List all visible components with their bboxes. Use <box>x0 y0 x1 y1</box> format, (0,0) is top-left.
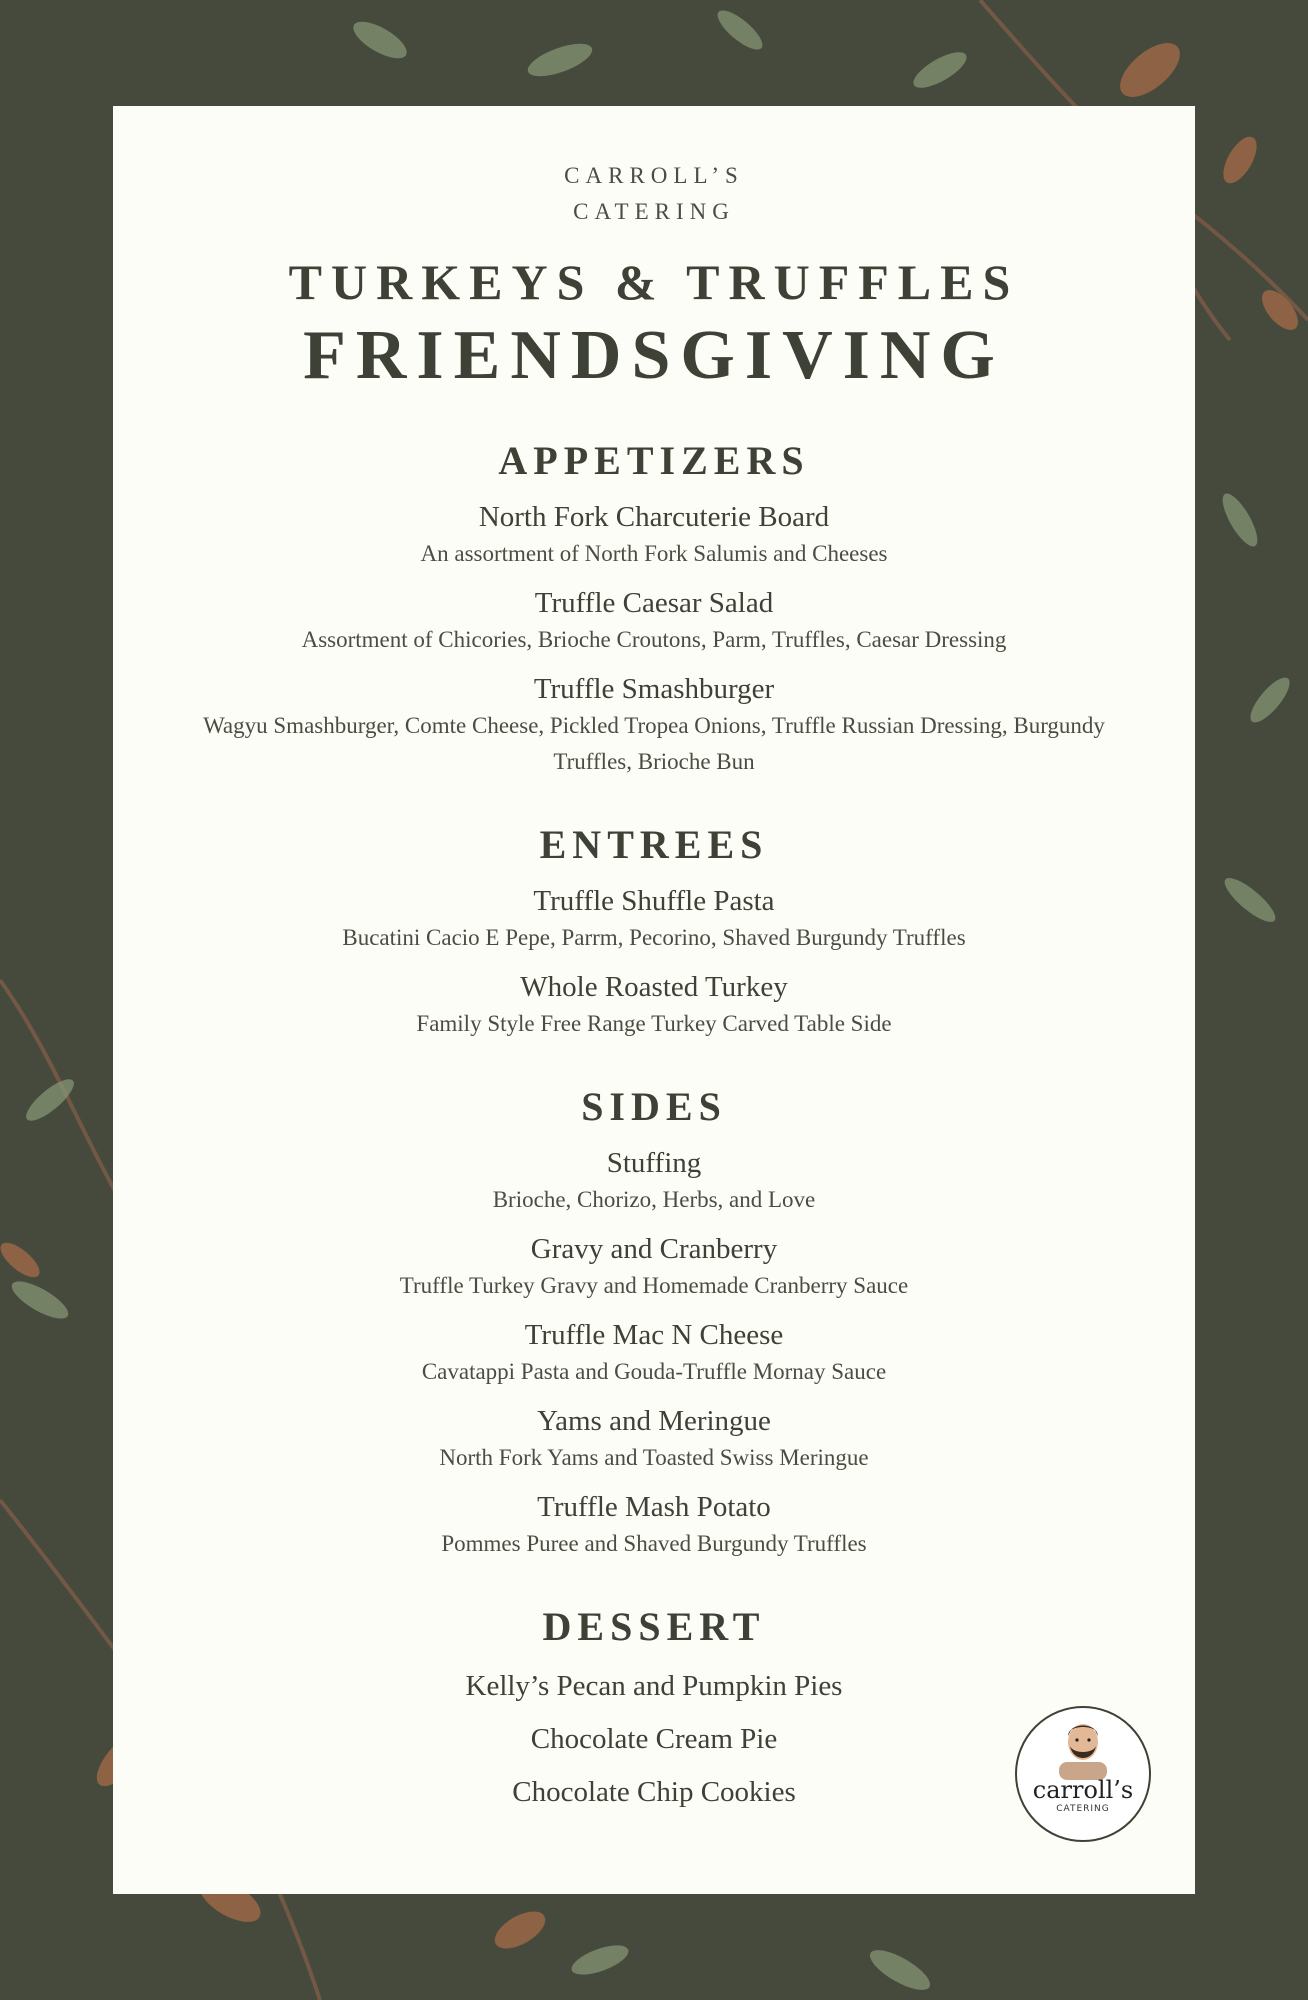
section-title: SIDES <box>581 1084 727 1129</box>
item-description: Cavatappi Pasta and Gouda-Truffle Mornay Sauce <box>421 1359 887 1384</box>
item-name: Gravy and Cranberry <box>530 1233 778 1265</box>
menu-card <box>113 106 1195 1894</box>
item-description: North Fork Yams and Toasted Swiss Meringue <box>439 1445 869 1470</box>
menu-item <box>113 882 1195 956</box>
item-name: Whole Roasted Turkey <box>520 971 788 1003</box>
brand-name: CARROLL’S CATERING <box>564 163 744 224</box>
item-name: Yams and Meringue <box>537 1405 771 1437</box>
item-name: North Fork Charcuterie Board <box>478 501 830 533</box>
section-title: DESSERT <box>542 1604 766 1649</box>
item-description: Assortment of Chicories, Brioche Croutons, Parm, Truffles, Caesar Dressing <box>301 627 1007 652</box>
item-description: Brioche, Chorizo, Herbs, and Love <box>492 1187 816 1212</box>
menu-title: TURKEYS & TRUFFLES <box>288 254 1020 310</box>
item-description: Bucatini Cacio E Pepe, Parrm, Pecorino, Shaved Burgundy Truffles <box>342 925 966 950</box>
item-name: Truffle Mash Potato <box>537 1491 771 1523</box>
menu-subtitle: FRIENDSGIVING <box>303 317 1005 394</box>
dessert-item: Kelly’s Pecan and Pumpkin Pies <box>465 1670 843 1702</box>
section-appetizers <box>113 436 1195 780</box>
item-description: Family Style Free Range Turkey Carved Table Side <box>416 1011 892 1036</box>
section-sides <box>113 1082 1195 1562</box>
item-description: Wagyu Smashburger, Comte Cheese, Pickled Tropea Onions, Truffle Russian Dressing, Burgundy Truffles, Brioche Bun <box>203 713 1105 774</box>
item-description: Truffle Turkey Gravy and Homemade Cranberry Sauce <box>399 1273 909 1298</box>
section-title: APPETIZERS <box>498 438 810 483</box>
item-name: Truffle Caesar Salad <box>534 587 774 619</box>
item-name: Truffle Mac N Cheese <box>524 1319 784 1351</box>
dessert-item: Chocolate Chip Cookies <box>512 1776 796 1808</box>
logo-text: carroll’s <box>1032 1776 1134 1804</box>
item-name: Truffle Shuffle Pasta <box>533 885 775 917</box>
menu-item <box>113 1230 1195 1304</box>
menu-item <box>113 1488 1195 1562</box>
menu-item <box>113 498 1195 572</box>
catering-logo <box>1015 1706 1151 1842</box>
section-entrees <box>113 820 1195 1042</box>
item-description: Pommes Puree and Shaved Burgundy Truffles <box>441 1531 867 1556</box>
menu-item <box>113 1402 1195 1476</box>
menu-item <box>113 1316 1195 1390</box>
chef-portrait-icon <box>1055 1714 1111 1780</box>
menu-item <box>113 584 1195 658</box>
item-description: An assortment of North Fork Salumis and Cheeses <box>420 541 888 566</box>
section-title: ENTREES <box>539 822 769 867</box>
menu-item <box>113 1144 1195 1218</box>
menu-item <box>113 670 1195 780</box>
dessert-item: Chocolate Cream Pie <box>530 1723 778 1755</box>
item-name: Truffle Smashburger <box>533 673 775 705</box>
menu-item <box>113 968 1195 1042</box>
item-name: Stuffing <box>606 1147 702 1179</box>
logo-subtext: CATERING <box>1056 1804 1110 1814</box>
